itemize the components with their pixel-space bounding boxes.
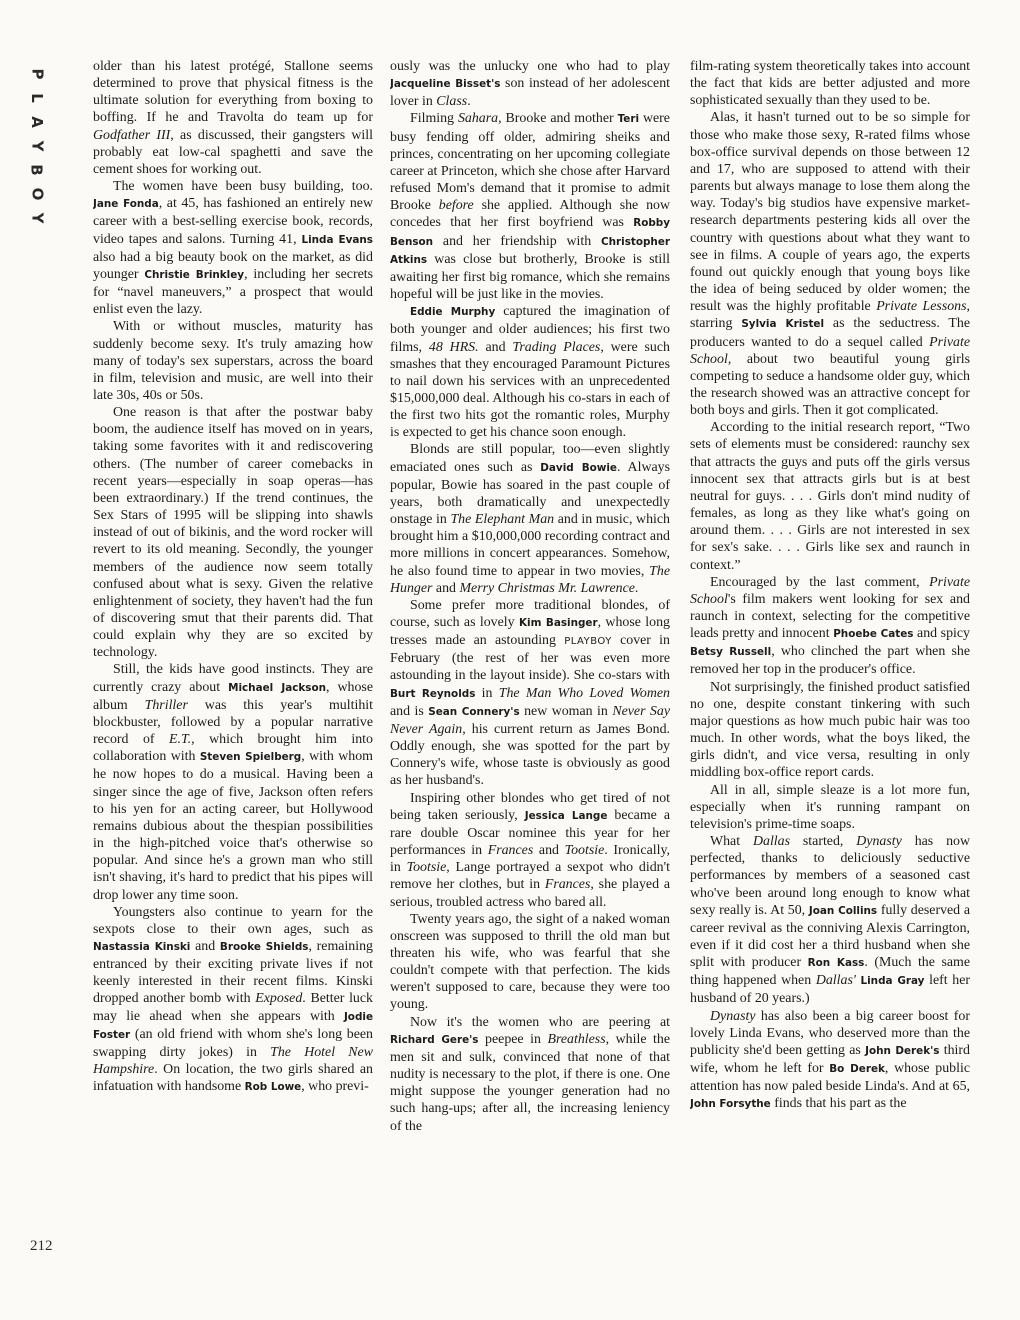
person-name: Jodie Foster [93,1010,373,1041]
person-name: Eddie Murphy [410,306,496,319]
masthead-letter: B [28,164,46,176]
person-name: Richard Gere's [390,1033,479,1046]
italic-title: Exposed [255,991,303,1007]
person-name: John Forsythe [690,1098,771,1111]
person-name: Jane Fonda [93,198,159,211]
article-paragraph: Not surprisingly, the finished product satisfied no one, despite constant tinkering with such major questions as how much pubic hair was too much. In other words, what the boys liked, the girls didn't, and vice versa, resulting in only middling box-office report cards. [690,679,970,781]
page-number: 212 [30,1238,53,1254]
article-paragraph: Eddie Murphy captured the imagination of both younger and older audiences; his first two films, 48 HRS. and Trading Places, were such smashes that they encouraged Paramount Pictures to nail down his services with an unprecedented $15,000,000 deal. Although his co-stars in each of the first two hits got the romantic roles, Murphy is expected to get his chance soon enough. [390,304,670,441]
italic-title: 48 HRS. [428,339,479,355]
article-column-1 [93,58,373,1286]
person-name: Teri [617,113,640,126]
article-paragraph: ously was the unlucky one who had to play Jacqueline Bisset's son instead of her adolescent lover in Class. [390,59,670,110]
person-name: Jessica Lange [524,809,608,822]
person-name: John Derek's [865,1044,940,1057]
article-paragraph: Filming Sahara, Brooke and mother Teri were busy fending off older, admiring sheiks and princes, concentrating on her upcoming collegiate career at Princeton, which she chose after Harvard refused Mom's demand that it promise to admit Brooke before she applied. Although she now concedes that her first boyfriend was Robby Benson and her friendship with Christopher Atkins was close but brotherly, Brooke is still awaiting her first big romance, which she remains hopeful will be just like in the movies. [390,111,670,303]
masthead-letter: L [28,93,46,103]
italic-title: The Elephant Man [450,512,555,528]
person-name: Kim Basinger [518,617,598,629]
article-column-2 [390,58,670,1286]
article-paragraph: One reason is that after the postwar baby boom, the audience itself has moved on in years, taking some favorites with it and rediscovering others. (The number of career comebacks in recent years—especially in soap operas—has been extraordinary.) If the trend continues, the Sex Stars of 1995 will be slipping into shawls instead of out of bikinis, and the word rocker will revert to its old meaning. Secondly, the younger members of the audience now seem totally confused about what is sexy. Given the relative enlightenment of society, they haven't had the fun of discovering smut that their parents did. That could explain why they are so excited by technology. [93,405,373,661]
person-name: Rob Lowe [244,1081,302,1094]
italic-title: Trading Places [512,339,601,355]
person-name: Phoebe Cates [833,628,914,641]
italic-title: Godfather III [93,127,171,143]
italic-title: Thriller [144,697,188,713]
person-name: Bo Derek [829,1063,885,1076]
italic-title: Tootsie [564,843,605,859]
article-paragraph: According to the initial research report, “Two sets of elements must be considered: raunchy sex that attracts the guys and puts off the girls versus innocent sex that attracts girls but is at best neutral for guys. . . . Girls don't mind nudity of females, as long as they like what's going on around them. . . . Girls are not interested in sex for sex's sake. . . . Girls like sex and raunch in context.” [690,420,970,573]
italic-title: Never Say Never Again [390,703,670,737]
article-paragraph: The women have been busy building, too. Jane Fonda, at 45, has fashioned an entirely new career with a best-selling exercise book, records, video tapes and salons. Turning 41, Linda Evans also had a big beauty book on the market, as did younger Christie Brinkley, including her secrets for “navel maneuvers,” a prospect that would enlist even the lazy. [93,179,373,318]
article-paragraph: Blonds are still popular, too—even slightly emaciated ones such as David Bowie. Always popular, Bowie has soared in the past couple of years, both dramatically and unexpectedly onstage in The Elephant Man and in music, which brought him a $10,000,000 recording contract and more millions in concert appearances. Somehow, he also found time to appear in two movies, The Hunger and Merry Christmas Mr. Lawrence. [390,442,670,596]
masthead-letter: P [28,68,46,80]
person-name: Sean Connery's [428,705,520,718]
italic-title: E.T. [169,732,192,748]
person-name: Joan Collins [808,904,878,917]
italic-title: Frances [487,843,534,859]
italic-title: Breathless [547,1031,606,1047]
person-name: Ron Kass [807,957,865,970]
italic-title: Frances [544,877,591,893]
article-paragraph: Encouraged by the last comment, Private School's film makers went looking for sex and raunch in context, selecting for the competitive leads pretty and innocent Phoebe Cates and spicy Betsy Russell, who clinched the part when she removed her top in the producer's office. [690,574,970,678]
person-name: Michael Jackson [228,681,327,694]
masthead-letter: Y [28,140,46,152]
person-name: Steven Spielberg [199,751,302,764]
article-paragraph: Now it's the women who are peering at Richard Gere's peepee in Breathless, while the men sit and sulk, convinced that none of that nudity is necessary to the plot, if there is one. One might suppose the younger generation had no such hang-ups; after all, the increasing leniency of the [390,1014,670,1134]
article-paragraph: All in all, simple sleaze is a lot more fun, especially when it's running rampant on television's prime-time soaps. [690,782,970,832]
article-paragraph: Inspiring other blondes who get tired of not being taken seriously, Jessica Lange became a rare double Oscar nominee this year for her performances in Frances and Tootsie. Ironically, in Tootsie, Lange portrayed a sexpot who didn't remove her clothes, but in Frances, she played a serious, troubled actress who bared all. [390,790,670,910]
masthead-letter: A [27,116,46,128]
italic-title: The Hunger [390,563,670,596]
article-paragraph: Alas, it hasn't turned out to be so simple for those who make those sexy, R-rated films whose box-office survival depends on those between 12 and 17, who are supposed to attend with their parents but always manage to lose them along the way. Today's big studios have expensive market-research departments pestering kids all over the country with questions about what they want to see in films. A couple of years ago, the experts found out quickly enough that young boys like the idea of being seduced by older women; the result was the highly profitable Private Lessons, starring Sylvia Kristel as the seductress. The producers wanted to do a sequel called Private School, about two beautiful young girls competing to seduce a handsome older guy, which the research showed was an attractive concept for both boys and girls. Then it got complicated. [690,110,970,419]
article-paragraph: Twenty years ago, the sight of a naked woman onscreen was supposed to thrill the old man but threaten his wife, who was fearful that she couldn't compete with that perfection. The kids weren't supposed to care, because they were too young. [390,911,670,1013]
italic-title: Sahara [457,111,499,127]
article-paragraph: Youngsters also continue to yearn for the sexpots close to their own ages, such as Nastassia Kinski and Brooke Shields, remaining entranced by their exciting private lives if not keenly interested in their recent films. Kinski dropped another bomb with Exposed. Better luck may lie ahead when she appears with Jodie Foster (an old friend with whom she's long been swapping dirty jokes) in The Hotel New Hampshire. On location, the two girls shared an infatuation with handsome Rob Lowe, who previ- [93,904,373,1095]
italic-title: The Man Who Loved Women [498,685,670,701]
playboy-vertical-masthead [26,62,48,230]
italic-title: Dallas' [815,973,856,989]
italic-title: Dynasty [710,1008,756,1024]
italic-title: Private School [690,334,970,367]
italic-title: before [438,198,474,214]
person-name: Nastassia Kinski [93,940,191,953]
masthead-letter: O [27,187,46,201]
person-name: Christie Brinkley [144,268,245,281]
italic-title: Private Lessons [876,299,967,315]
italic-title: Tootsie [406,860,447,876]
person-name: David Bowie [540,461,617,474]
italic-title: Class [436,94,468,110]
person-name: Robby Benson [390,217,670,248]
person-name: Brooke Shields [219,940,309,953]
article-paragraph: With or without muscles, maturity has suddenly become sexy. It's truly amazing how many of today's sex superstars, across the board in film, television and music, are well into their late 30s, 40s or 50s. [93,319,373,403]
article-paragraph: Some prefer more traditional blondes, of course, such as lovely Kim Basinger, whose long tresses made an astounding PLAYBOY cover in February (the rest of her was even more astounding in the layout inside). She co-stars with Burt Reynolds in The Man Who Loved Women and is Sean Connery's new woman in Never Say Never Again, his current return as James Bond. Oddly enough, she was spotted for the part by Connery's wife, whose taste is obviously as good as her husband's. [390,597,670,789]
italic-title: Dallas [752,834,791,850]
person-name: Burt Reynolds [390,687,476,700]
person-name: Sylvia Kristel [741,318,825,331]
person-name: Linda Evans [301,233,373,246]
italic-title: The Hotel New Hampshire [93,1044,373,1078]
article-paragraph: What Dallas started, Dynasty has now perfected, thanks to deliciously seductive performances by members of a seasoned cast who've been around long enough to know what sexy really is. At 50, Joan Collins fully deserved a career revival as the conniving Alexis Carrington, even if it did cost her a third husband when she split with producer Ron Kass. (Much the same thing happened when Dallas' Linda Gray left her husband of 20 years.) [690,834,970,1007]
article-paragraph: film-rating system theoretically takes into account the fact that kids are better adjusted and more sophisticated sexually than they used to be. [690,59,970,109]
italic-title: Merry Christmas Mr. Lawrence [459,580,635,596]
italic-title: Private School [690,574,970,607]
italic-title: Dynasty [856,834,902,850]
magazine-name: PLAYBOY [564,636,612,648]
person-name: Linda Gray [860,975,925,988]
article-paragraph: older than his latest protégé, Stallone seems determined to prove that physical fitness is the ultimate solution for everything from boxing to boffing. If he and Travolta do team up for Godfather III, as discussed, their gangsters will probably eat low-cal spaghetti and save the cement shoes for working out. [93,59,373,177]
article-column-3 [690,58,970,1286]
article-paragraph: Dynasty has also been a big career boost for lovely Linda Evans, who deserved more than the publicity she'd been getting as John Derek's third wife, whom he left for Bo Derek, whose public attention has now paled beside Linda's. And at 65, John Forsythe finds that his part as the [690,1008,970,1112]
masthead-letter: Y [28,212,46,224]
person-name: Jacqueline Bisset's [390,78,501,91]
person-name: Christopher Atkins [390,235,670,266]
article-paragraph: Still, the kids have good instincts. They are currently crazy about Michael Jackson, whose album Thriller was this year's multihit blockbuster, followed by a popular narrative record of E.T., which brought him into collaboration with Steven Spielberg, with whom he now hopes to do a musical. Having been a singer since the age of five, Jackson often refers to his yen for an acting career, but Hollywood remains dubious about the thespian possibilities in the high-pitched voice that's otherwise so popular. And since he's a grown man who still isn't shaving, it's hard to predict that his pipes will drop lower any time soon. [93,662,373,903]
person-name: Betsy Russell [690,646,772,659]
